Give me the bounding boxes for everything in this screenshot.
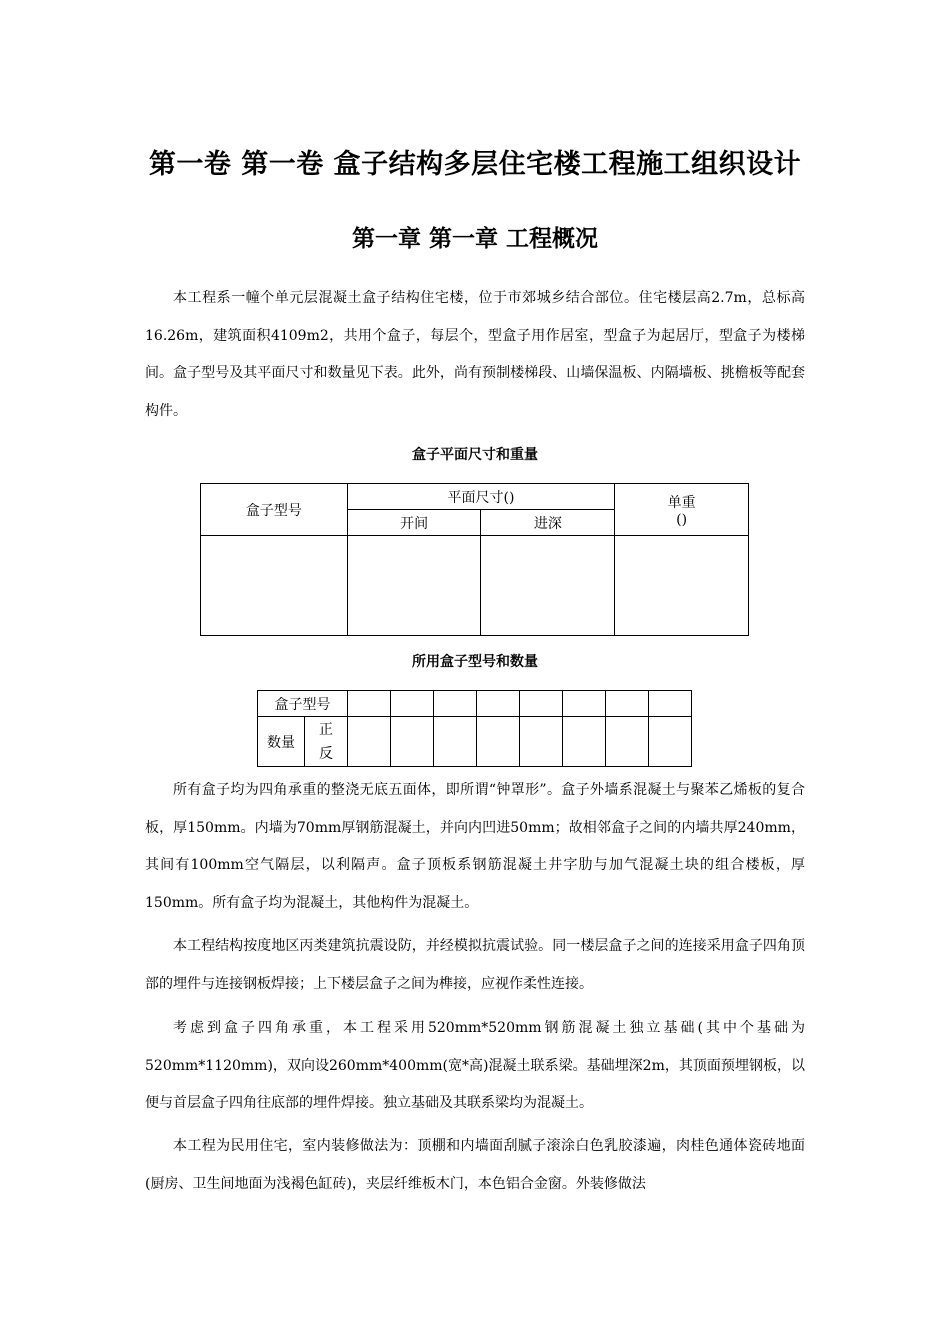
table-cell [606,691,649,717]
header-plan-size: 平面尺寸() [347,484,615,510]
row-header-box-type: 盒子型号 [258,691,348,717]
table1-caption: 盒子平面尺寸和重量 [412,447,538,463]
table-cell [391,691,434,717]
table-cell [563,691,606,717]
table-cell [649,691,692,717]
sub-label-zheng: 正 [319,721,333,738]
table-cell [563,717,606,767]
paragraph-foundation: 考虑到盒子四角承重，本工程采用520mm*520mm钢筋混凝土独立基础(其中个基础为520mm*1120mm)，双向设260mm*400mm(宽*高)混凝土联系梁。基础埋深2m，其顶面预埋钢板，以便与首层盒子四角往底部的埋件焊接。独立基础及其联系梁均为混凝土。 [145,1020,805,1111]
table-cell [348,717,391,767]
row-header-quantity: 数量 [258,717,305,767]
table-cell [348,691,391,717]
table-cell [606,717,649,767]
table-cell [481,536,615,636]
table-cell [520,717,563,767]
paragraph-seismic: 本工程结构按度地区丙类建筑抗震设防，并经模拟抗震试验。同一楼层盒子之间的连接采用盒子四角顶部的埋件与连接钢板焊接；上下楼层盒子之间为榫接，应视作柔性连接。 [145,938,805,992]
sub-label-fan: 反 [319,745,333,762]
table-cell [649,717,692,767]
table-cell [391,717,434,767]
box-size-weight-table [200,483,749,636]
header-unit-weight-label: 单重 [667,494,696,511]
header-depth: 进深 [481,510,615,536]
box-type-quantity-table [257,690,692,767]
table-cell [201,536,348,636]
table-cell [615,536,749,636]
table-cell [434,691,477,717]
table2-caption: 所用盒子型号和数量 [412,654,538,670]
table-cell [477,717,520,767]
table-cell [347,536,481,636]
paragraph-box-structure: 所有盒子均为四角承重的整浇无底五面体，即所谓“钟罩形”。盒子外墙系混凝土与聚苯乙烯板的复合板，厚150mm。内墙为70mm厚钢筋混凝土，并向内凹进50mm；故相邻盒子之间的内墙共厚240mm，其间有100mm空气隔层，以利隔声。盒子顶板系钢筋混凝土井字肋与加气混凝土块的组合楼板，厚150mm。所有盒子均为混凝土，其他构件为混凝土。 [145,782,805,911]
table-cell [477,691,520,717]
paragraph-overview: 本工程系一幢个单元层混凝土盒子结构住宅楼，位于市郊城乡结合部位。住宅楼层高2.7m，总标高16.26m，建筑面积4109m2，共用个盒子，每层个，型盒子用作居室，型盒子为起居厅，型盒子为楼梯间。盒子型号及其平面尺寸和数量见下表。此外，尚有预制楼梯段、山墙保温板、内隔墙板、挑檐板等配套构件。 [145,290,805,419]
chapter-title: 第一章 第一章 工程概况 [351,226,598,252]
paragraph-decoration: 本工程为民用住宅，室内装修做法为：顶棚和内墙面刮腻子滚涂白色乳胶漆遍，肉桂色通体瓷砖地面(厨房、卫生间地面为浅褐色缸砖)，夹层纤维板木门，本色铝合金窗。外装修做法 [145,1138,805,1192]
header-unit-weight [615,484,749,536]
header-unit-weight-unit: () [676,511,688,528]
header-box-type: 盒子型号 [201,484,348,536]
header-bay: 开间 [347,510,481,536]
table-cell [520,691,563,717]
zheng-fan-label [305,717,348,767]
document-title: 第一卷 第一卷 盒子结构多层住宅楼工程施工组织设计 [148,149,802,180]
table-cell [434,717,477,767]
